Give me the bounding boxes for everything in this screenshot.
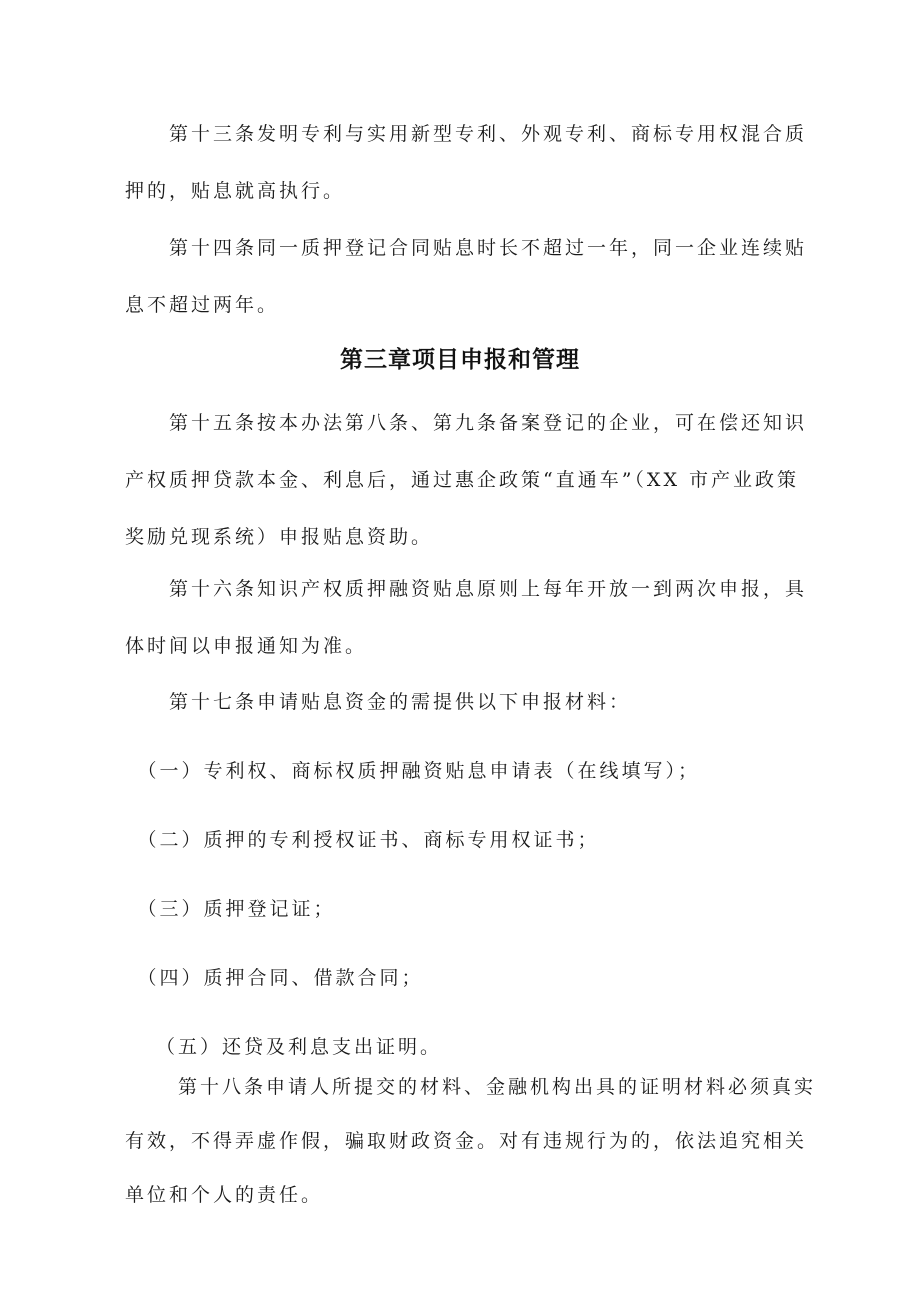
article-17-paragraph (125, 674, 815, 731)
list-item: （五）还贷及利息支出证明。 (125, 1036, 443, 1058)
article-18-paragraph (125, 1060, 815, 1222)
text-line: 体时间以申报通知为准。 (125, 635, 368, 657)
text-line: 第十六条知识产权质押融资贴息原则上每年开放一到两次申报，具 (125, 578, 808, 600)
material-list (125, 737, 815, 1082)
list-item: （三）质押登记证； (125, 898, 336, 920)
list-item: （二）质押的专利授权证书、商标专用权证书； (125, 829, 600, 851)
chapter-heading: 第三章项目申报和管理 (340, 347, 580, 373)
text-line: 第十七条申请贴息资金的需提供以下申报材料： (125, 691, 632, 713)
text-line: 奖励兑现系统）申报贴息资助。 (125, 526, 434, 548)
article-13-paragraph (125, 106, 815, 220)
list-item: （四）质押合同、借款合同； (125, 967, 424, 989)
article-15-paragraph (125, 395, 815, 566)
text-line: 押的，贴息就高执行。 (125, 180, 346, 202)
text-line: 第十五条按本办法第八条、第九条备案登记的企业，可在偿还知识 (125, 412, 808, 434)
article-14-paragraph (125, 220, 815, 334)
article-16-paragraph (125, 561, 815, 675)
text-line: 有效，不得弄虚作假，骗取财政资金。对有违规行为的，依法追究相关 (125, 1130, 808, 1152)
text-line: 第十三条发明专利与实用新型专利、外观专利、商标专用权混合质 (125, 123, 808, 145)
text-line: 产权质押贷款本金、利息后，通过惠企政策“直通车”（XX 市产业政策 (125, 469, 800, 491)
text-line: 第十八条申请人所提交的材料、金融机构出具的证明材料必须真实 (125, 1076, 817, 1098)
text-line: 息不超过两年。 (125, 294, 280, 316)
list-item: （一）专利权、商标权质押融资贴息申请表（在线填写）； (125, 760, 701, 782)
text-line: 第十四条同一质押登记合同贴息时长不超过一年，同一企业连续贴 (125, 237, 808, 259)
text-line: 单位和个人的责任。 (125, 1184, 324, 1206)
